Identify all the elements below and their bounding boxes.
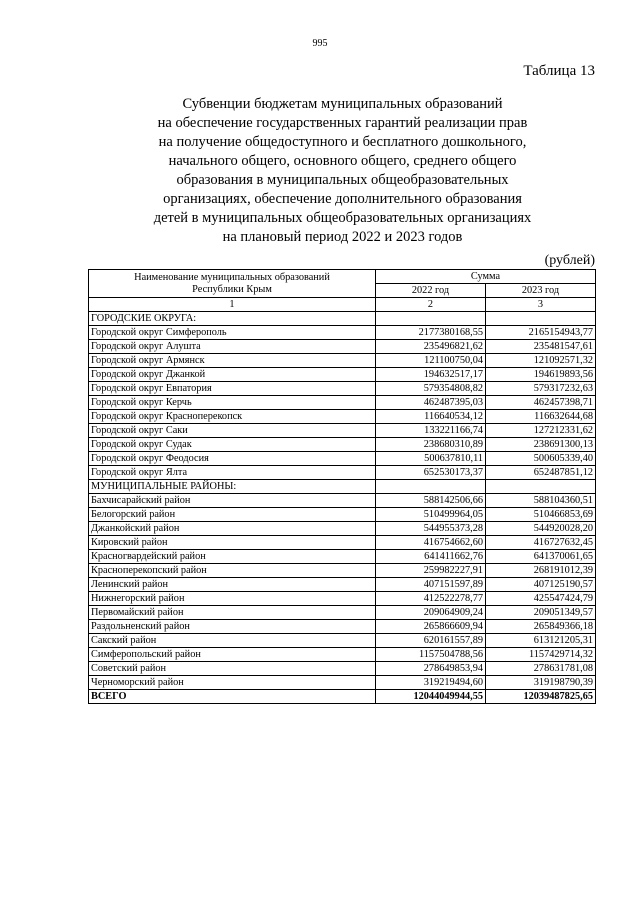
row-value-2023: 510466853,69 (486, 508, 596, 522)
title-line: на плановый период 2022 и 2023 годов (222, 229, 463, 245)
row-value-2022: 510499964,05 (376, 508, 486, 522)
row-value-2023: 121092571,32 (486, 354, 596, 368)
table-row (89, 382, 596, 396)
table-row (89, 494, 596, 508)
row-value-2022: 235496821,62 (376, 340, 486, 354)
row-value-2022: 319219494,60 (376, 676, 486, 690)
row-name: Кировский район (89, 536, 376, 550)
total-2022: 12044049944,55 (376, 690, 486, 704)
table-row (89, 606, 596, 620)
header-name-line: Наименование муниципальных образований (134, 271, 330, 283)
row-name: Городской округ Джанкой (89, 368, 376, 382)
table-row (89, 592, 596, 606)
table-row (89, 564, 596, 578)
total-2023: 12039487825,65 (486, 690, 596, 704)
title-line: начального общего, основного общего, среднего общего (168, 153, 517, 169)
total-label: ВСЕГО (89, 690, 376, 704)
row-name: Джанкойский район (89, 522, 376, 536)
row-name: Городской округ Симферополь (89, 326, 376, 340)
header-name-line: Республики Крым (192, 283, 272, 295)
row-value-2023: 407125190,57 (486, 578, 596, 592)
row-value-2022: 500637810,11 (376, 452, 486, 466)
row-name: Сакский район (89, 634, 376, 648)
header-year-2023: 2023 год (486, 284, 596, 298)
row-value-2022: 194632517,17 (376, 368, 486, 382)
row-name: Городской округ Саки (89, 424, 376, 438)
row-name: Городской округ Феодосия (89, 452, 376, 466)
row-value-2022: 238680310,89 (376, 438, 486, 452)
column-number: 3 (486, 298, 596, 312)
row-value-2023: 1157429714,32 (486, 648, 596, 662)
table-row (89, 326, 596, 340)
units-label: (рублей) (544, 253, 595, 268)
row-value-2022: 259982227,91 (376, 564, 486, 578)
row-value-2022: 412522278,77 (376, 592, 486, 606)
row-value-2022: 278649853,94 (376, 662, 486, 676)
row-name: Советский район (89, 662, 376, 676)
title-line: Субвенции бюджетам муниципальных образований (182, 96, 503, 112)
table-row (89, 634, 596, 648)
row-name: Белогорский район (89, 508, 376, 522)
row-value-2023: 209051349,57 (486, 606, 596, 620)
row-name: Симферопольский район (89, 648, 376, 662)
row-value-2022: 416754662,60 (376, 536, 486, 550)
table-row (89, 620, 596, 634)
row-value-2022: 1157504788,56 (376, 648, 486, 662)
row-value-2022: 265866609,94 (376, 620, 486, 634)
row-value-2022: 209064909,24 (376, 606, 486, 620)
table-row (89, 410, 596, 424)
table-row (89, 424, 596, 438)
row-name: Ленинский район (89, 578, 376, 592)
row-value-2023: 116632644,68 (486, 410, 596, 424)
table-row (89, 648, 596, 662)
table-row (89, 578, 596, 592)
row-name: Красногвардейский район (89, 550, 376, 564)
row-name: Нижнегорский район (89, 592, 376, 606)
row-value-2023: 613121205,31 (486, 634, 596, 648)
row-value-2023: 238691300,13 (486, 438, 596, 452)
header-sum: Сумма (376, 270, 596, 284)
row-name: Городской округ Евпатория (89, 382, 376, 396)
table-row (89, 340, 596, 354)
row-value-2022: 133221166,74 (376, 424, 486, 438)
title-line: на обеспечение государственных гарантий реализации прав (157, 115, 528, 131)
column-number: 1 (89, 298, 376, 312)
document-title (90, 95, 595, 247)
page-number: 995 (312, 38, 328, 49)
table-row (89, 662, 596, 676)
table-row (89, 354, 596, 368)
row-name: Красноперекопский район (89, 564, 376, 578)
row-value-2023: 652487851,12 (486, 466, 596, 480)
row-name: Раздольненский район (89, 620, 376, 634)
section-row (89, 312, 596, 326)
table-row (89, 396, 596, 410)
table-row (89, 536, 596, 550)
budget-table (88, 269, 596, 704)
row-name: Городской округ Алушта (89, 340, 376, 354)
row-value-2023: 462457398,71 (486, 396, 596, 410)
row-name: Городской округ Керчь (89, 396, 376, 410)
row-value-2022: 116640534,12 (376, 410, 486, 424)
row-name: Городской округ Судак (89, 438, 376, 452)
row-value-2022: 588142506,66 (376, 494, 486, 508)
title-line: организациях, обеспечение дополнительного образования (163, 191, 522, 207)
row-value-2022: 2177380168,55 (376, 326, 486, 340)
row-value-2022: 652530173,37 (376, 466, 486, 480)
row-value-2023: 588104360,51 (486, 494, 596, 508)
table-row (89, 452, 596, 466)
table-row (89, 550, 596, 564)
row-name: Городской округ Красноперекопск (89, 410, 376, 424)
row-value-2022: 121100750,04 (376, 354, 486, 368)
row-value-2023: 268191012,39 (486, 564, 596, 578)
row-value-2022: 620161557,89 (376, 634, 486, 648)
row-value-2023: 235481547,61 (486, 340, 596, 354)
total-row (89, 690, 596, 704)
row-value-2023: 194619893,56 (486, 368, 596, 382)
row-value-2023: 579317232,63 (486, 382, 596, 396)
row-value-2022: 641411662,76 (376, 550, 486, 564)
row-value-2023: 425547424,79 (486, 592, 596, 606)
row-value-2022: 544955373,28 (376, 522, 486, 536)
table-row (89, 508, 596, 522)
row-value-2023: 319198790,39 (486, 676, 596, 690)
section-row (89, 480, 596, 494)
row-value-2023: 641370061,65 (486, 550, 596, 564)
row-name: Городской округ Армянск (89, 354, 376, 368)
row-value-2022: 407151597,89 (376, 578, 486, 592)
title-line: образования в муниципальных общеобразовательных (176, 172, 509, 188)
section-heading: МУНИЦИПАЛЬНЫЕ РАЙОНЫ: (89, 480, 376, 494)
row-value-2023: 2165154943,77 (486, 326, 596, 340)
table-body (89, 312, 596, 704)
table-row (89, 522, 596, 536)
row-name: Первомайский район (89, 606, 376, 620)
column-number: 2 (376, 298, 486, 312)
row-value-2022: 579354808,82 (376, 382, 486, 396)
section-heading: ГОРОДСКИЕ ОКРУГА: (89, 312, 376, 326)
table-row (89, 466, 596, 480)
table-row (89, 676, 596, 690)
row-name: Черноморский район (89, 676, 376, 690)
title-line: на получение общедоступного и бесплатного дошкольного, (158, 134, 527, 150)
header-year-2022: 2022 год (376, 284, 486, 298)
row-name: Бахчисарайский район (89, 494, 376, 508)
table-row (89, 438, 596, 452)
row-value-2023: 544920028,20 (486, 522, 596, 536)
row-name: Городской округ Ялта (89, 466, 376, 480)
row-value-2023: 500605339,40 (486, 452, 596, 466)
title-line: детей в муниципальных общеобразовательных организациях (153, 210, 532, 226)
row-value-2023: 265849366,18 (486, 620, 596, 634)
row-value-2023: 127212331,62 (486, 424, 596, 438)
table-label: Таблица 13 (523, 63, 595, 79)
row-value-2022: 462487395,03 (376, 396, 486, 410)
row-value-2023: 416727632,45 (486, 536, 596, 550)
row-value-2023: 278631781,08 (486, 662, 596, 676)
table-row (89, 368, 596, 382)
header-name (89, 270, 376, 298)
